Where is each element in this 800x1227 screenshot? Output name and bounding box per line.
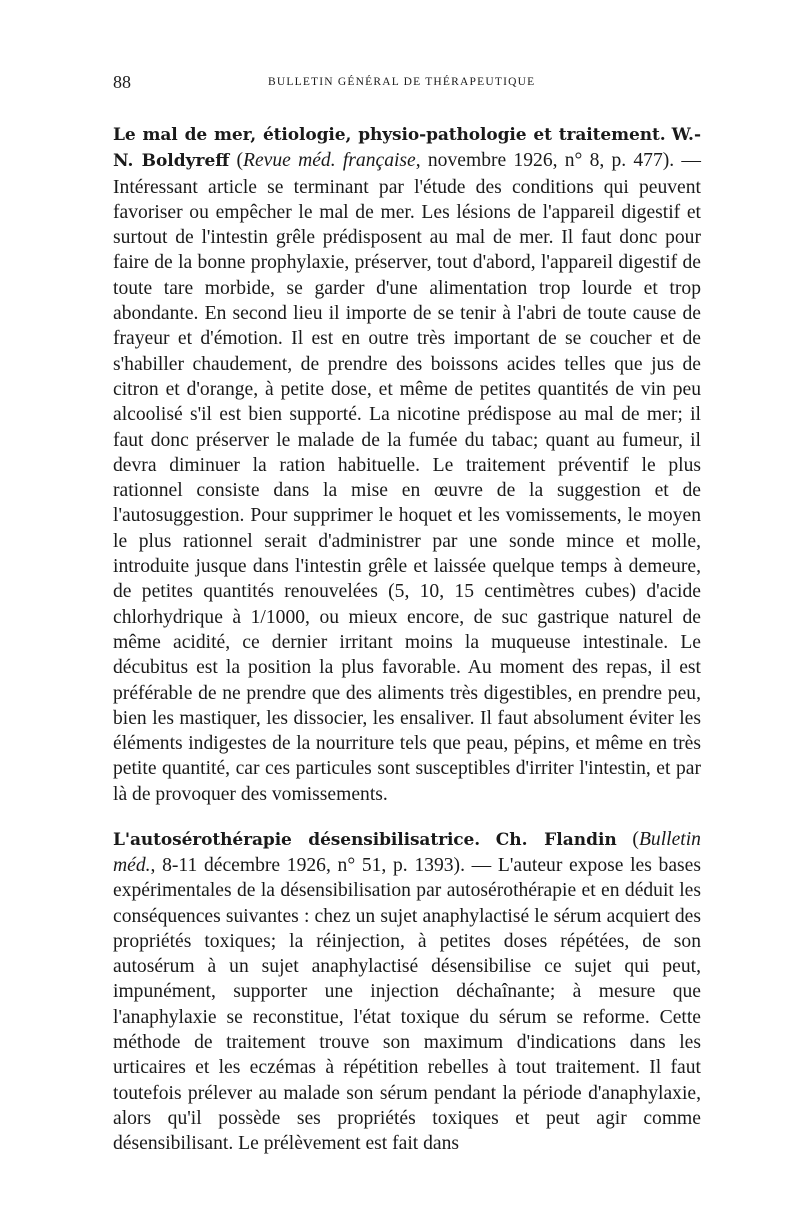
article-author: W.-N. Boldyreff [113, 125, 701, 172]
citation-open: ( [236, 150, 244, 172]
article-body: — Intéressant article se terminant par l'étude des conditions qui peuvent favoriser ou empêcher le mal de mer. Les lésions de l'appareil digestif et surtout de l'intestin grêle prédisposent au mal de mer. Il faut donc pour faire de la bonne prophylaxie, préserver, tout d'abord, l'appareil digestif de toute tare morbide, se garder d'une alimentation trop lourde et trop abondante. En second lieu il importe de se tenir à l'abri de toute cause de frayeur et d'émotion. Il est en outre très important de se coucher et de s'habiller chaudement, de prendre des boissons acides telles que jus de citron et d'orange, à petite dose, et même de petites quantités de vin peu alcoolisé s'il est bien supporté. La nicotine prédispose au mal de mer; il faut donc préserver le malade de la fumée du tabac; quant au fumeur, il devra diminuer la ration habituelle. Le traitement préventif le plus rationnel consiste dans la mise en œuvre de la suggestion et de l'autosuggestion. Pour supprimer le hoquet et les vomissements, le moyen le plus rationnel serait d'administrer par une sonde mince et molle, introduite jusque dans l'intestin grêle et laissée quelque temps à demeure, de petites quantités renouvelées (5, 10, 15 centimètres cubes) d'acide chlorhydrique à 1/1000, ou mieux encore, de suc gastrique naturel de même acidité, ce dernier irritant moins la muqueuse intestinale. Le décubitus est la position la plus favorable. Au moment des repas, il est préférable de ne prendre que des aliments très digestibles, en prendre peu, bien les mastiquer, les dissocier, les ensaliver. Il faut absolument éviter les éléments indigestes de la nourriture tels que peau, pépins, et même en très petite quantité, car ces particules sont susceptibles d'irriter l'intestin, et par là de provoquer des vomissements. [113, 150, 702, 805]
running-title: BULLETIN GÉNÉRAL DE THÉRAPEUTIQUE [268, 76, 536, 88]
article-title: L'autosérothérapie désensibilisatrice. [113, 829, 481, 850]
citation-journal: Revue méd. française [243, 150, 416, 172]
page-number: 88 [113, 72, 131, 92]
citation-journal: Bulletin méd. [113, 828, 701, 876]
citation-details: , novembre 1926, n° 8, p. 477). [415, 150, 675, 172]
journal-page [113, 72, 701, 1176]
article-author: Ch. Flandin [495, 829, 617, 850]
article-autoserotherapy [113, 827, 701, 1157]
article-seasickness [113, 122, 701, 807]
article-title: Le mal de mer, étiologie, physio-pathologie et traitement. [113, 125, 666, 145]
citation-open: ( [632, 828, 639, 850]
article-body: — L'auteur expose les bases expérimentales de la désensibilisation par autosérothérapie et en déduit les conséquences suivantes : chez un sujet anaphylactisé le sérum acquiert des propriétés toxiques; la réinjection, à petites doses répétées, de son autosérum à un sujet anaphylactisé désensibilise ce sujet qui peut, impunément, supporter une injection déchaînante; à mesure que l'anaphylaxie se reconstitue, l'état toxique du sérum se reforme. Cette méthode de traitement trouve son maximum d'indications dans les urticaires et les eczémas à répétition rebelles à tout traitement. Il faut toutefois prélever au malade son sérum pendant la période d'anaphylaxie, alors qu'il possède ses propriétés toxiques et peut agir comme désensibilisant. Le prélèvement est fait dans [113, 854, 701, 1155]
running-head [113, 72, 701, 98]
citation-details: , 8-11 décembre 1926, n° 51, p. 1393). [150, 854, 465, 876]
